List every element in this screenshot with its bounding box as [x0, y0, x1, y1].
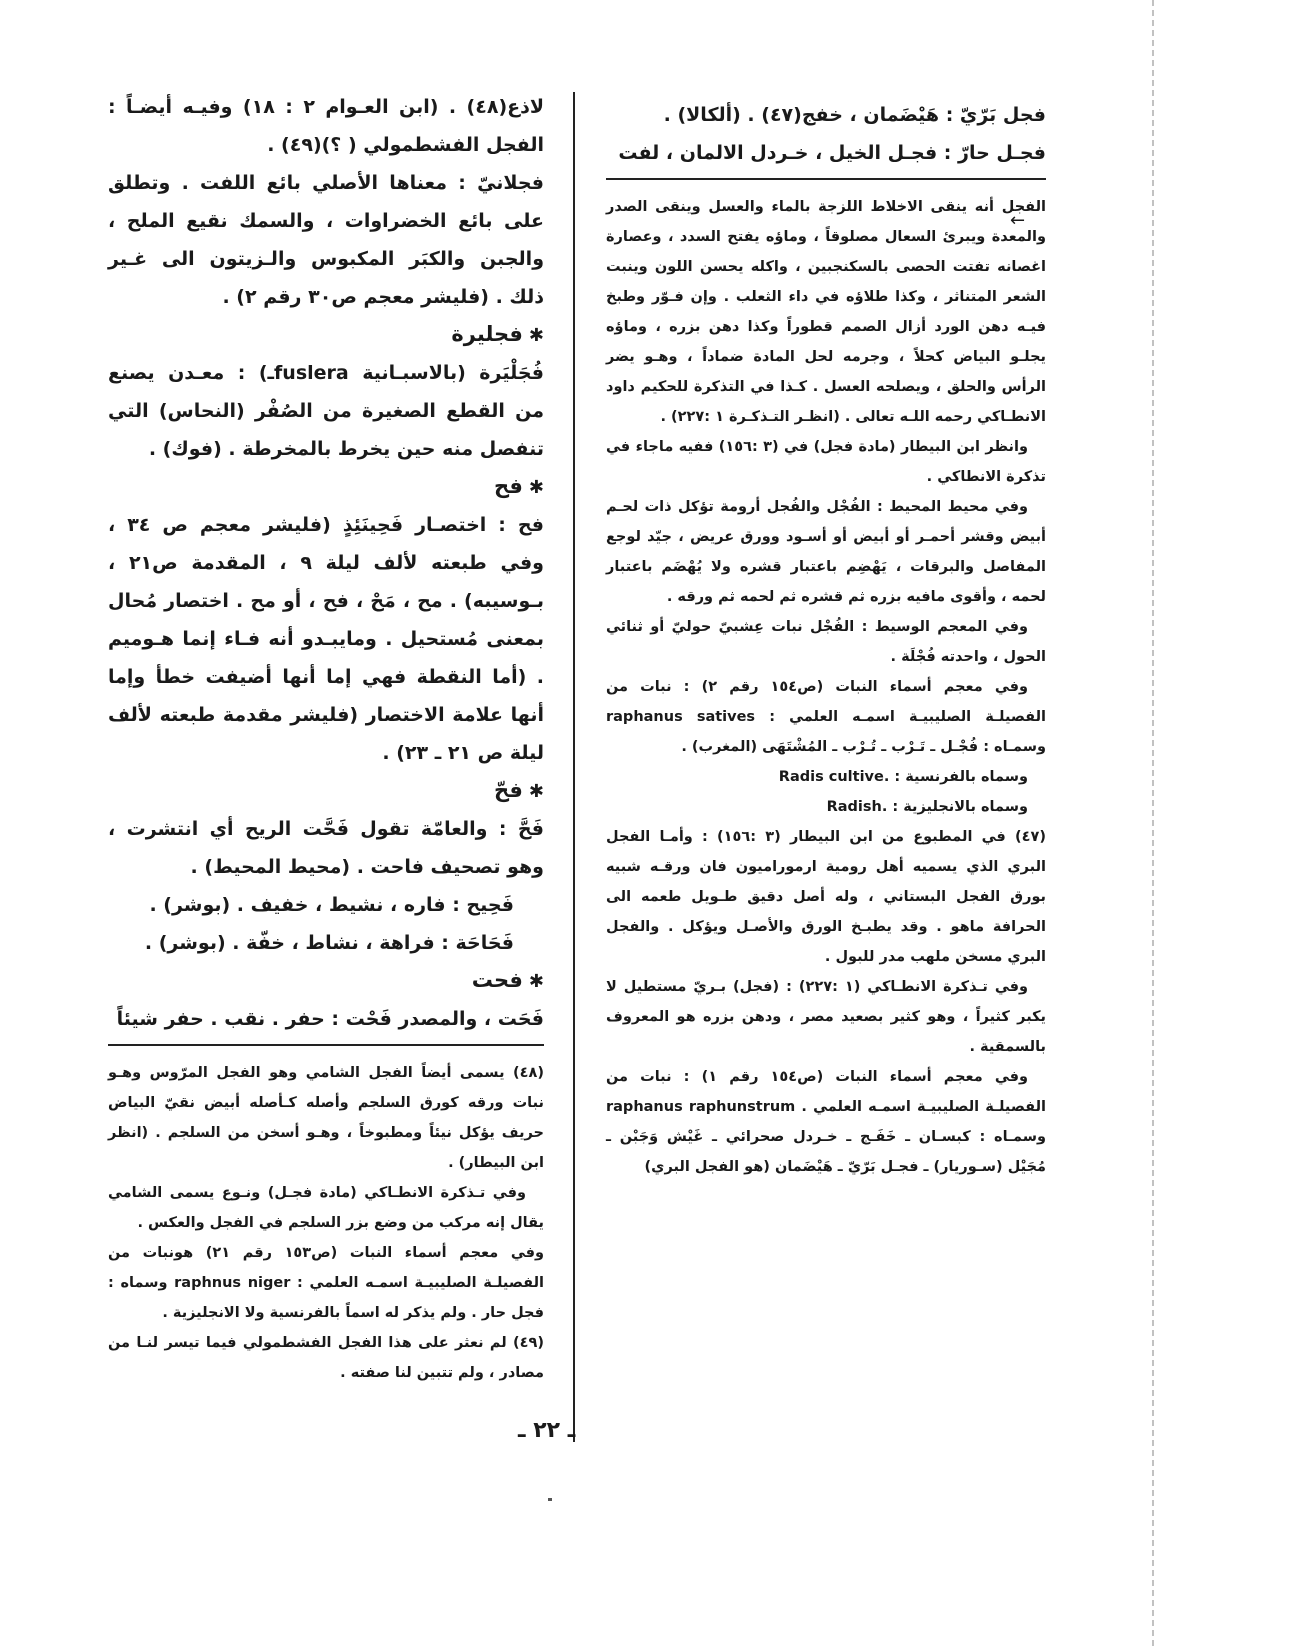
left-column	[108, 88, 544, 1388]
footnote-49: (٤٩) لم نعثر على هذا الفجل الفشطمولي فيما تيسر لنـا من مصادر ، ولم تتبين لنا صفته .	[108, 1335, 544, 1381]
entry-fahh-line-2: فَحِيح : فاره ، نشيط ، خفيف . (بوشر) .	[149, 894, 514, 916]
entry-heading-fah: ✱فح	[494, 474, 544, 498]
entry-heading-faht: ✱فحت	[471, 968, 544, 992]
column-divider	[573, 92, 575, 1442]
asterisk-icon: ✱	[528, 325, 544, 346]
footnote-continuation-p7: وسماه بالانجليزية : .Radish	[826, 799, 1028, 815]
header-line-2: فجـل حارّ : فجـل الخيل ، خـردل الالمان ، لفت	[618, 142, 1046, 164]
asterisk-icon: ✱	[528, 477, 544, 498]
footnote-48-p2: وفي تـذكرة الانطـاكي (مادة فجـل) ونـوع يسمى الشامي يقال إنه مركب من وضع بزر السلجم في الفجل والعكس .	[108, 1185, 544, 1231]
continuation-arrow-icon: ←	[1010, 210, 1026, 231]
page-number: ـ ٢٢ ـ	[518, 1418, 576, 1443]
scan-speck	[548, 1498, 552, 1501]
entry-fahh-line-1: فَحَّ : والعامّة تقول فَحَّت الريح أي انتشرت ، وهو تصحيف فاحت . (محيط المحيط) .	[108, 818, 544, 878]
entry-continuation: لاذع(٤٨) . (ابن العـوام ٢ : ١٨) وفيـه أيضـاً : الفجل الفشطمولي ( ؟)(٤٩) .	[108, 96, 544, 156]
footnote-48-p1: (٤٨) يسمى أيضاً الفجل الشامي وهو الفجل المرّوس وهـو نبات ورقه كورق السلجم وأصله كـأصله أبيض نقيّ البياض حريف يؤكل نيئاً ومطبوخاً ، وهـو أسخن من السلجم . (انظر ابن البيطار) .	[108, 1065, 544, 1171]
footnote-continuation-p2: وانظر ابن البيطار (مادة فجل) في (٣ :١٥٦) ففيه ماجاء في تذكرة الانطاكي .	[606, 439, 1046, 485]
entry-heading-fahh: ✱فحّ	[494, 778, 544, 802]
right-column	[606, 96, 1046, 1182]
footnote-48-p3: وفي معجم أسماء النبات (ص١٥٣ رقم ٢١) هونبات من الفصيلـة الصليبيـة اسمـه العلمي : raphnus niger وسماه : فجل حار . ولم يذكر له اسماً بالفرنسية ولا الانجليزية .	[108, 1245, 544, 1321]
footnote-47-p2: وفي تـذكرة الانطـاكي (١ :٢٢٧) : (فجل) بـريّ مستطيل لا يكبر كثيراً ، وهو كثير بصعيد مصر ، ودهن بزره هو المعروف بالسمقية .	[606, 979, 1046, 1055]
entry-fah-text: فح : اختصـار فَحِينَئِذٍ (فليشر معجم ص ٣٤ ، وفي طبعته لألف ليلة ٩ ، المقدمة ص٢١ ، بـوسيبه) . مح ، مَحْ ، فح ، أو مح . اختصار مُحال بمعنى مُستحيل . ومايبـدو أنه فـاء إنما هـوميم . (أما النقطة فهي إما أنها أضيفت خطأ وإما أنها علامة الاختصار (فليشر مقدمة طبعته لألف ليلة ص ٢١ ـ ٢٣) .	[108, 514, 545, 764]
footnote-continuation-p6: وسماه بالفرنسية : .Radis cultive	[778, 769, 1028, 785]
footnote-continuation-p3: وفي محيط المحيط : الفُجْل والفُجل أرومة تؤكل ذات لحـم أبيض وقشر أحمـر أو أبيض أو أسـود وورق عريض ، جيّد لوجع المفاصل والبرقات ، يَهْضِم باعتبار قشره ولا يُهْضَم باعتبار لحمه ، وأقوى مافيه بزره ثم قشره ثم لحمه ثم ورقه .	[606, 499, 1046, 605]
footnote-separator-right	[606, 178, 1046, 180]
entry-fajlira-text: فُجَلْيَرة (بالاسبـانية fusleraـ) : معـدن يصنع من القطع الصغيرة من الصُفْر (النحاس) التي تنفصل منه حين يخرط بالمخرطة . (فوك) .	[108, 362, 544, 460]
entry-fahh-line-3: فَحَاحَة : فراهة ، نشاط ، خفّة . (بوشر) .	[144, 932, 514, 954]
entry-faht-text: فَحَت ، والمصدر فَحْت : حفر . نقب . حفر شيئاً	[116, 1008, 544, 1030]
footnote-separator-left	[108, 1044, 544, 1046]
asterisk-icon: ✱	[528, 971, 544, 992]
scan-edge-line	[1152, 0, 1154, 1646]
footnote-continuation-p4: وفي المعجم الوسيط : الفُجْل نبات عِشبيّ حوليّ أو ثنائي الحول ، واحدته فُجْلَة .	[606, 619, 1046, 665]
footnote-continuation-p5: وفي معجم أسماء النبات (ص١٥٤ رقم ٢) : نبات من الفصيلـة الصليبيـة اسمـه العلمي : raphanus satives وسمـاه : فُجْـل ـ تَـرْب ـ تُـرْب ـ المُشْتَهَى (المغرب) .	[606, 679, 1046, 755]
entry-heading-fajlira: ✱فجليرة	[451, 322, 544, 346]
footnote-continuation-p1: الفجل أنه ينقى الاخلاط اللزجة بالماء والعسل وينقى الصدر والمعدة ويبرئ السعال مصلوقاً ، وماؤه يفتح السدد ، وعصارة اغصانه تفتت الحصى بالسكنجبين ، واكله يحسن اللون وينبت الشعر المتناثر ، وكذا طلاؤه في داء الثعلب . وإن فـوّر وطبخ فيـه دهن الورد أزال الصمم قطوراً وكذا دهن بزره ، وماؤه يجلـو البياض كحلاً ، وجرمه لحل المادة ضماداً ، وهـو يضر الرأس والحلق ، ويصلحه العسل . كـذا في التذكرة للحكيم داود الانطـاكي رحمه اللـه تعالى . (انظـر التـذكـرة ١ :٢٢٧) .	[606, 199, 1046, 425]
asterisk-icon: ✱	[528, 781, 544, 802]
footnote-47-p3: وفي معجم أسماء النبات (ص١٥٤ رقم ١) : نبات من الفصيلـة الصليبيـة اسمـه العلمي . raphanus raphunstrum وسمـاه : كبسـان ـ خَفَـج ـ خـردل صحرائي ـ غَيْش وَجَبْن ـ مُجَيْل (سـوريار) ـ فجـل بَرّيّ ـ هَيْضَمان (هو الفجل البري)	[606, 1069, 1046, 1175]
entry-fajlani: فجلانيّ : معناها الأصلي بائع اللفت . وتطلق على بائع الخضراوات ، والسمك نقيع الملح ، والجبن والكبَر المكبوس والـزيتون الى غـير ذلك . (فليشر معجم ص٣٠ رقم ٢) .	[108, 172, 544, 308]
footnote-47-p1: (٤٧) في المطبوع من ابن البيطار (٣ :١٥٦) : وأمـا الفجل البري الذي يسميه أهل رومية ارموراميون فان ورقـه شبيه بورق الفجل البستاني ، وله أصل دقيق طـويل طعمه الى الحرافة ماهو . وقد يطبـخ الورق والأصـل ويؤكل . والفجل البري مسخن ملهب مدر للبول .	[606, 829, 1046, 965]
header-line-1: فجل بَرّيّ : هَيْضَمان ، خفج(٤٧) . (ألكالا) .	[663, 104, 1046, 126]
